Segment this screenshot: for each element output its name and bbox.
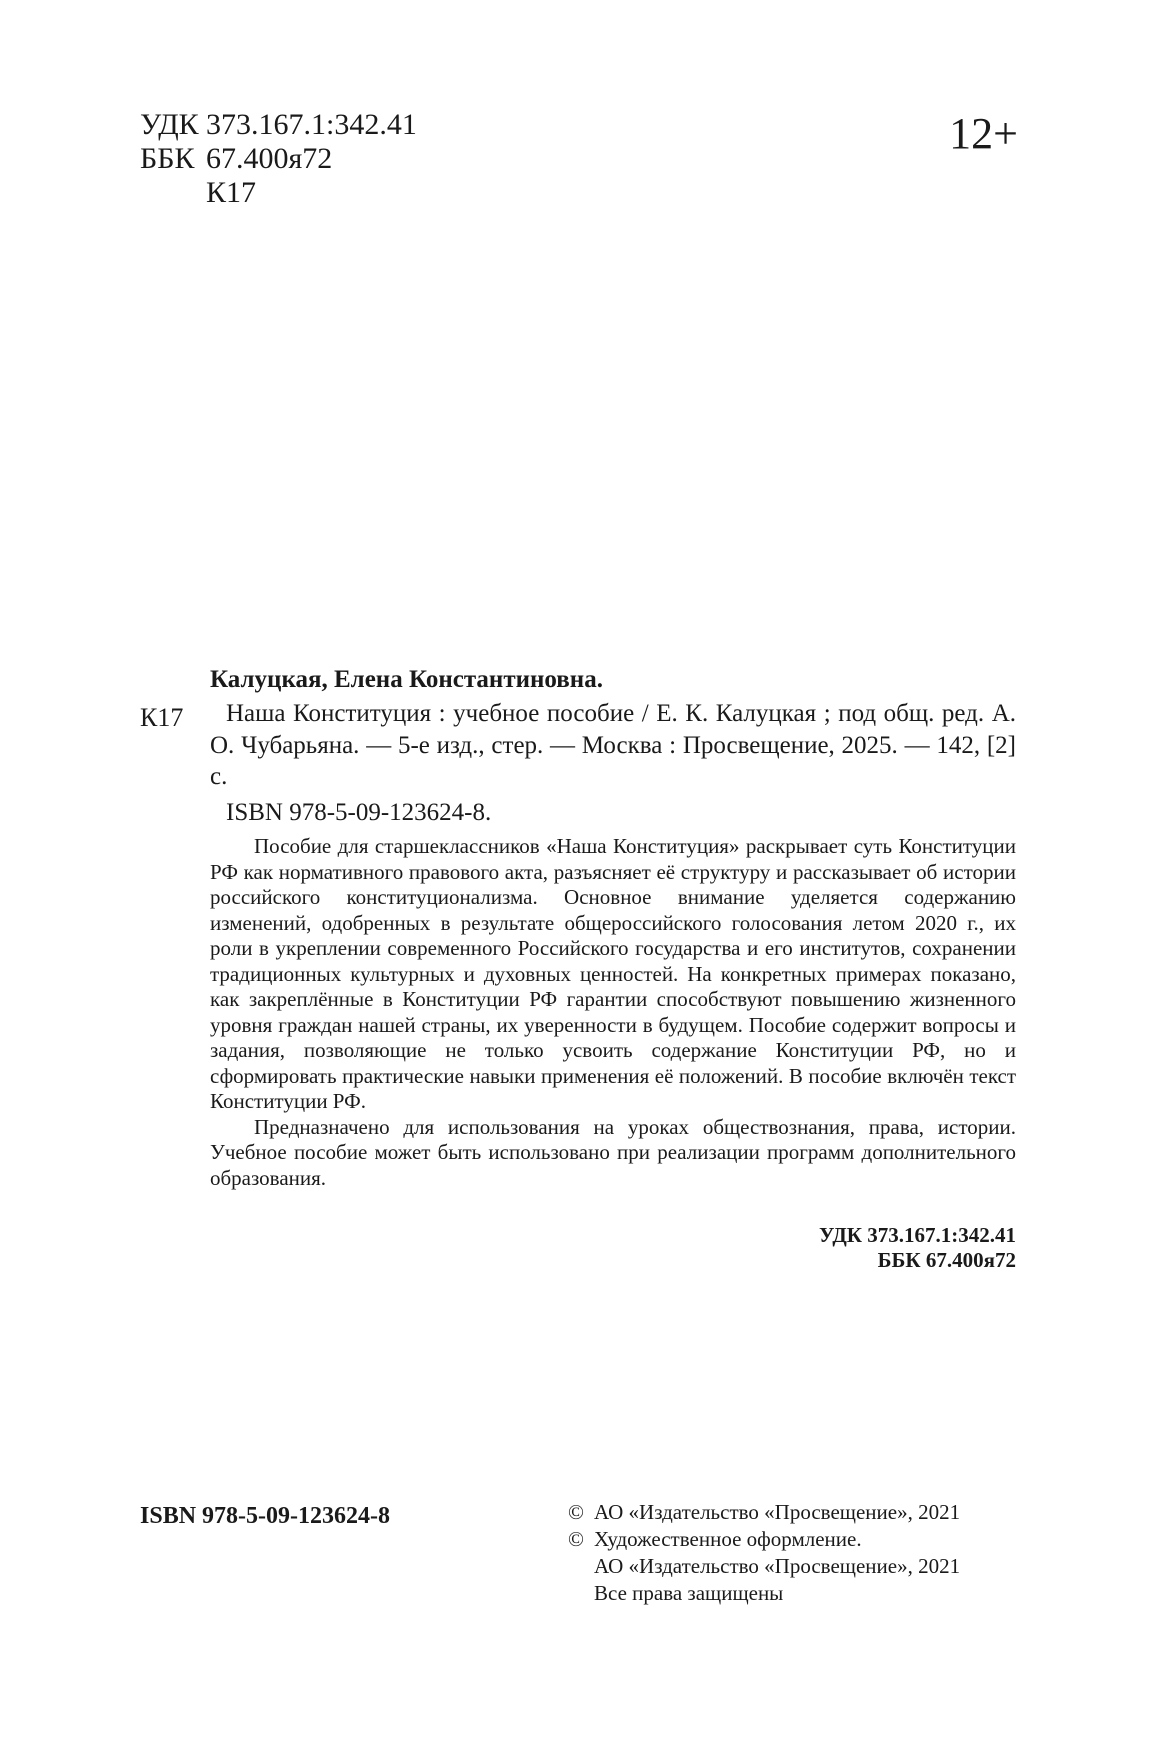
annotation <box>210 834 1016 1191</box>
copyright-line-1 <box>568 1499 960 1526</box>
bbk-header-line <box>140 142 332 176</box>
udk-header-line <box>140 108 417 142</box>
annotation-paragraph-2: Предназначено для использования на уроках обществознания, права, истории. Учебное пособие может быть использовано при реализации программ дополнительного образования. <box>210 1114 1016 1190</box>
copyright-line-3 <box>568 1553 960 1580</box>
annotation-paragraph-1: Пособие для старшеклассников «Наша Конституция» раскрывает суть Конституции РФ как нормативного правового акта, разъясняет её структуру и рассказывает об истории российского конституционализма. Основное внимание уделяется содержанию изменений, одобренных в результате общероссийского голосования летом 2020 г., их роли в укреплении современного Российского государства и его институтов, сохранении традиционных культурных и духовных ценностей. На конкретных примерах показано, как закреплённые в Конституции РФ гарантии способствуют повышению жизненного уровня граждан нашей страны, их уверенности в будущем. Пособие содержит вопросы и задания, позволяющие не только усвоить содержание Конституции РФ, но и сформировать практические навыки применения её положений. В пособие включён текст Конституции РФ. <box>210 834 1016 1113</box>
udk-value: 373.167.1:342.41 <box>206 108 417 141</box>
copyright-block <box>568 1499 960 1607</box>
rights-reserved: Все права защищены <box>594 1581 784 1605</box>
udk-index: УДК 373.167.1:342.41 <box>819 1223 1016 1247</box>
footer-isbn: ISBN 978-5-09-123624-8 <box>140 1503 390 1529</box>
bbk-value: 67.400я72 <box>206 142 333 175</box>
copyright-line-2 <box>568 1526 960 1553</box>
age-rating: 12+ <box>949 109 1018 158</box>
copyright-symbol: © <box>568 1500 584 1524</box>
record-index <box>819 1223 1016 1273</box>
author-mark-header: К17 <box>206 176 257 209</box>
bibliographic-description: Наша Конституция : учебное пособие / Е. К. Калуцкая ; под общ. ред. А. О. Чубарьяна. — 5-е изд., стер. — Москва : Просвещение, 2025. — 142, [2] с. <box>210 700 1016 790</box>
copyright-symbol: © <box>568 1527 584 1551</box>
copyright-design-publisher: АО «Издательство «Просвещение», 2021 <box>594 1554 961 1578</box>
record-isbn: ISBN 978-5-09-123624-8. <box>226 799 492 826</box>
bbk-index: ББК 67.400я72 <box>877 1248 1016 1272</box>
bbk-label: ББК <box>140 142 195 175</box>
copyright-line-4 <box>568 1580 960 1607</box>
copyright-design: Художественное оформление. <box>594 1527 862 1551</box>
copyright-publisher: АО «Издательство «Просвещение», 2021 <box>594 1500 961 1524</box>
author-mark: К17 <box>140 703 184 732</box>
author-name: Калуцкая, Елена Константиновна. <box>210 666 603 693</box>
udk-label: УДК <box>140 108 199 141</box>
